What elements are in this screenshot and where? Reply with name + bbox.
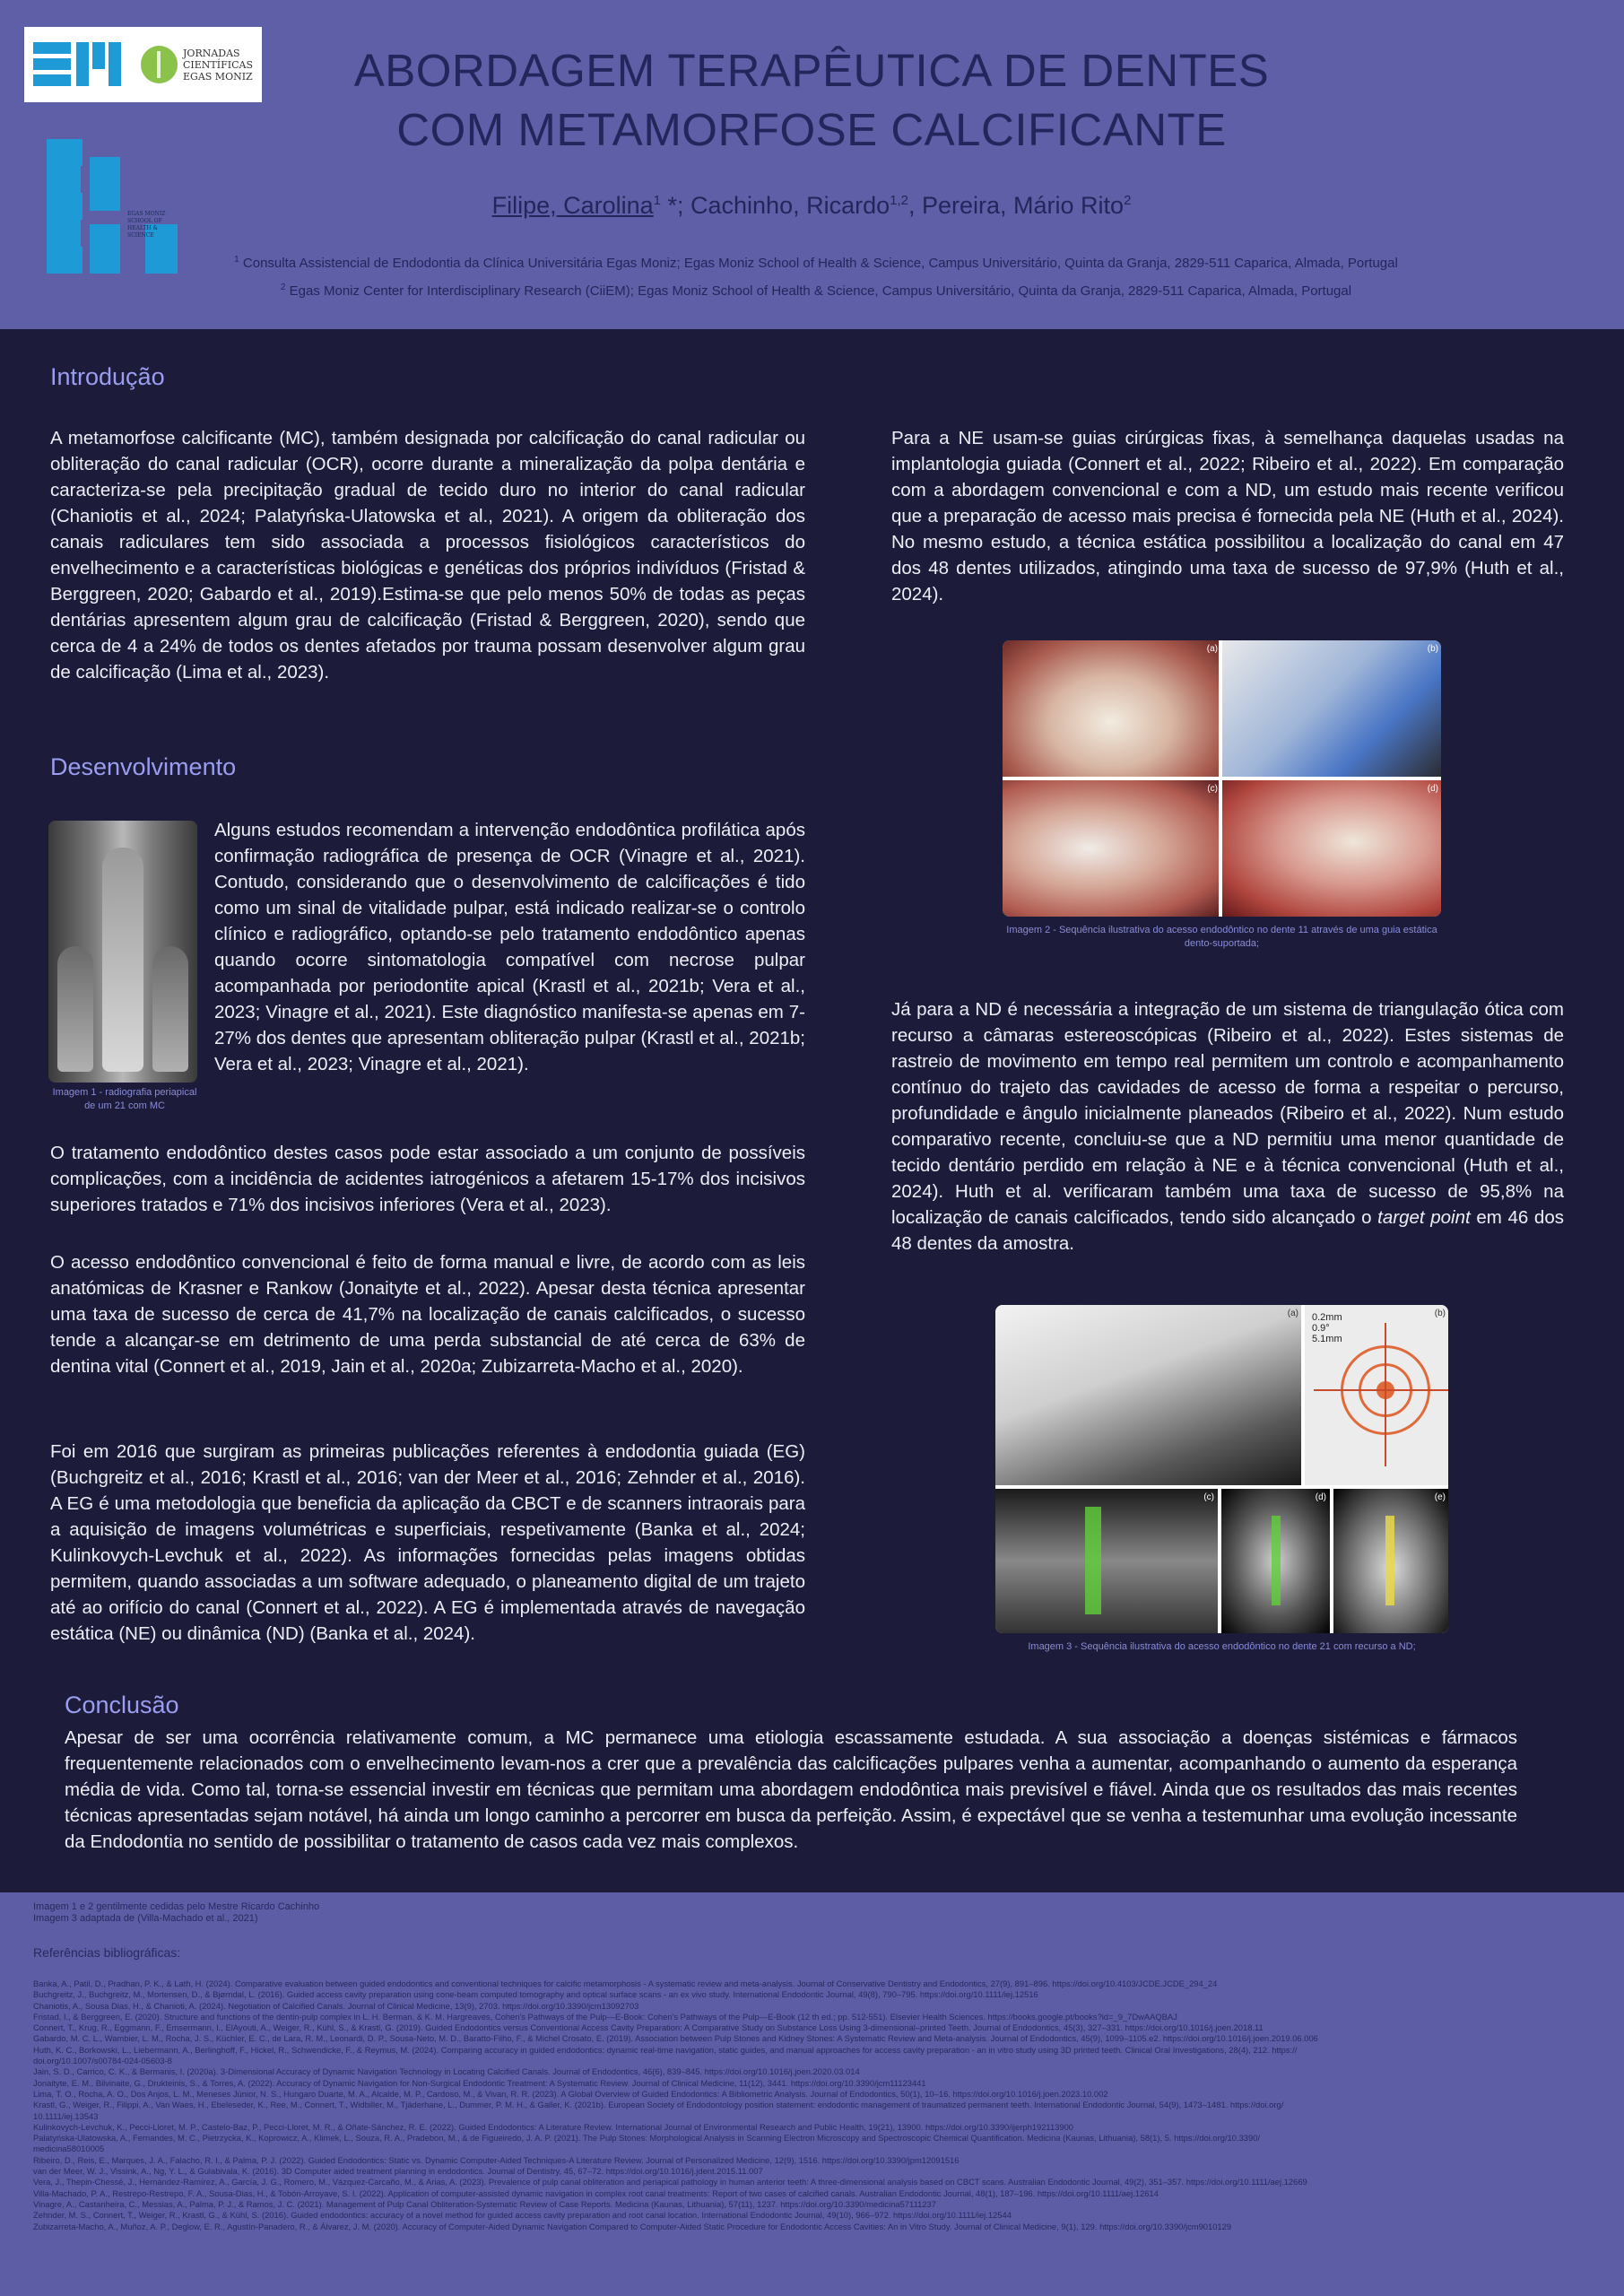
image-2-panel-a (1003, 640, 1219, 777)
affiliation-2: $^2$ Egas Moniz Center for Interdisciplinary Research (CiiEM); Egas Moniz School of Health & Science, Campus Universitário, Quinta da Granja, 2829-511 Caparica, Almada, Portugal (280, 283, 1352, 299)
reference-item: Zubizarreta-Macho, A., Muñoz, A. P., Deglow, E. R., Agustín-Panadero, R., & Álvarez, J. M. (2020). Accuracy of Computer-Aided Dynamic Navigation Compared to Computer-Aided Static Procedure for Endodontic Access Cavities: An in Vitro Study. Journal of Clinical Medicine, 9(1), 129. https://doi.org/10.3390/jcm9010129 (33, 2221, 1232, 2231)
image-3-panel-c (995, 1489, 1218, 1633)
reference-item: Lima, T. O., Rocha, A. O., Dos Anjos, L. M., Meneses Júnior, N. S., Hungaro Duarte, M. A., Alcalde, M. P., Cardoso, M., & Vivan, R. R. (2023). A Global Overview of Guided Endodontics: A Bibliometric Analysis. Journal of Endodontics, 50(1), 10–16. https://doi.org/10.1016/j.joen.2023.10.002 (33, 2088, 1108, 2099)
references-list (33, 1979, 1594, 2232)
dev-title: Desenvolvimento (50, 753, 237, 780)
dev-text-3: O acesso endodôntico convencional é feito de forma manual e livre, de acordo com as leis anatómicas de Krasner e Rankow (Jonaityte et al., 2022). Apesar desta técnica apresentar uma taxa de sucesso de cerca de 41,7% na localização de canais calcificados, o sucesso tende a alcançar-se em detrimento de uma perda substancial de até cerca de 63% de dentina vital (Connert et al., 2019, Jain et al., 2020a; Zubizarreta-Macho et al., 2020). (50, 1252, 805, 1377)
image-2-clinical-sequence: (a) (b) (c) (d) (1003, 640, 1441, 917)
image-3-panel-e (1333, 1489, 1448, 1633)
image-2-panel-c (1003, 780, 1219, 917)
reference-item: Buchgreitz, J., Buchgreitz, M., Mortensen, D., & Bjørndal, L. (2016). Guided access cavity preparation using cone-beam computed tomography and optical surface scans - an ex vivo study. International Endodontic Journal, 49(8), 790–795. https://doi.org/10.1111/iej.12516 (33, 1989, 1038, 2000)
intro-text: A metamorfose calcificante (MC), também designada por calcificação do canal radicular ou obliteração do canal radicular (OCR), ocorre durante a mineralização da polpa dentária e caracteriza-se pela precipitação gradual de tecido duro no interior do canal radicular (Chaniotis et al., 2024; Palatyńska-Ulatowska et al., 2021). A origem da obliteração dos canais radiculares tem sido associada a processos fisiológicos característicos do envelhecimento e a características biológicas e genéticas dos próprios indivíduos (Fristad & Berggreen, 2020; Gabardo et al., 2019).Estima-se que pelo menos 50% de todas as peças dentárias apresentem algum grau de calcificação (Fristad & Berggreen, 2020), sendo que cerca de 4 a 24% de todos os dentes afetados por trauma possam desenvolver algum grau de calcificação (Lima et al., 2023). (50, 428, 805, 683)
jornadas-logo (24, 27, 262, 102)
reference-item: 10.1111/iej.13543 (33, 2110, 99, 2121)
dev-text-2: O tratamento endodôntico destes casos pode estar associado a um conjunto de possíveis complicações, com a incidência de acidentes iatrogénicos a afetarem 15-17% dos incisivos superiores tratados e 71% dos incisivos inferiores (Vera et al., 2023). (50, 1143, 805, 1215)
reference-item: Gabardo, M. C. L., Wambier, L. M., Rocha, J. S., Küchler, E. C., de Lara, R. M., Leonardi, D. P., Sousa-Neto, M. D., Baratto-Filho, F., & Michel Crosato, E. (2019). Association between Pulp Stones and Kidney Stones: A Systematic Review and Meta-analysis. Journal of Endodontics, 45(9), 1099–1105.e2. https://doi.org/10.1016/j.joen.2019.06.006 (33, 2033, 1318, 2044)
reference-item: Zehnder, M. S., Connert, T., Weiger, R., Krastl, G., & Kühl, S. (2016). Guided endodontics: accuracy of a novel method for guided access cavity preparation and root canal location. International Endodontic Journal, 49(10), 966–972. https://doi.org/10.1111/iej.12544 (33, 2210, 1012, 2221)
image-1-caption: Imagem 1 - radiografia periapical de um 21 com MC (52, 1087, 197, 1111)
image-credit-2: Imagem 3 adaptada de (Villa-Machado et al., 2021) (33, 1913, 258, 1924)
image-2-caption: Imagem 2 - Sequência ilustrativa do acesso endodôntico no dente 11 através de uma guia estática dento-suportada; (1006, 925, 1437, 949)
image-3-panel-d (1221, 1489, 1330, 1633)
reference-item: Vera, J., Thepin-Chessé, J., Hernández-Ramírez, A., García, J. G., Romero, M., Vázquez-Carcaño, M., & Arias, A. (2023). Prevalence of pulp canal obliteration and periapical pathology in human anterior teeth: A three-dimensional analysis based on CBCT scans. Australian Endodontic Journal, 49(2), 351–357. https://doi.org/10.1111/aej.12669 (33, 2177, 1307, 2187)
jornadas-logo-text: JORNADAS CIENTÍFICAS EGAS MONIZ (183, 47, 253, 83)
reference-item: Palatyńska-Ulatowska, A., Fernandes, M. C., Pietrzycka, K., Koprowicz, A., Klimek, L., Souza, R. A., Pradebon, M., & de Figueiredo, J. A. P. (2021). The Pulp Stones: Morphological Analysis in Scanning Electron Microscopy and Spectroscopic Chemical Quantification. Medicina (Kaunas, Lithuania), 58(1), 5. https://doi.org/10.3390/ (33, 2133, 1261, 2144)
reference-item: Jain, S. D., Carrico, C. K., & Bermanis, I. (2020a). 3-Dimensional Accuracy of Dynamic Navigation Technology in Locating Calcified Canals. Journal of Endodontics, 46(6), 839–845. https://doi.org/10.1016/j.joen.2020.03.014 (33, 2066, 860, 2077)
dev-text-1: Alguns estudos recomendam a intervenção endodôntica profilática após confirmação radiográfica de presença de OCR (Vinagre et al., 2021). Contudo, considerando que o desenvolvimento de calcificações é tido como um sinal de vitalidade pulpar, está indicado realizar-se o controlo clínico e radiográfico, optando-se pelo tratamento endodôntico apenas quando ocorre sintomatologia compatível com necrose pulpar acompanhada por periodontite apical (Krastl et al., 2021b; Vera et al., 2023; Vinagre et al., 2021). Este diagnóstico manifesta-se apenas em 7-27% dos dentes que apresentam obliteração pulpar (Krastl et al., 2021b; Vera et al., 2023; Vinagre et al., 2021). (214, 820, 805, 1074)
reference-item: Banka, A., Patil, D., Pradhan, P. K., & Lath, H. (2024). Comparative evaluation between guided endodontics and conventional techniques for calcific metamorphosis - A systematic review and meta-analysis. Journal of Conservative Dentistry and Endodontics, 27(9), 891–896. https://doi.org/10.4103/JCDE.JCDE_294_24 (33, 1979, 1218, 1988)
reference-item: Krastl, G., Weiger, R., Filippi, A., Van Waes, H., Ebeleseder, K., Ree, M., Connert, T., Widbiller, M., Tjäderhane, L., Dummer, P. M. H., & Galler, K. (2021b). European Society of Endodontology position statement: endodontic management of traumatized permanent teeth. International Endodontic Journal, 54(9), 1473–1481. https://doi.org/ (33, 2100, 1284, 2110)
concl-text: Apesar de ser uma ocorrência relativamente comum, a MC permanece uma etiologia escassamente estudada. A sua associação a doenças sistémicas e fármacos frequentemente relacionados com o envelhecimento levam-nos a crer que a prevalência das calcificações pulpares venha a aumentar, acompanhando o aumento da esperança média de vida. Como tal, torna-se essencial investir em técnicas que permitam uma abordagem endodôntica mais previsível e fiável. Ainda que os resultados das mais recentes técnicas apresentadas sejam notável, há ainda um longo caminho a percorrer em busca da perfeição. Assim, é expectável que se venha a testemunhar uma evolução incessante da Endodontia no sentido de possibilitar o tratamento de casos cada vez mais complexos. (65, 1727, 1517, 1852)
right-text-2: Já para a ND é necessária a integração de um sistema de triangulação ótica com recurso a câmaras estereoscópicas (Ribeiro et al., 2022). Estes sistemas de rastreio de movimento em tempo real permitem um controlo e acompanhamento contínuo do trajeto das cavidades de acesso de forma a respeitar o percurso, profundidade e ângulo inicialmente planeados (Ribeiro et al., 2022). Num estudo comparativo recente, concluiu-se que a ND permitiu uma menor quantidade de tecido dentário perdido em relação à NE e à técnica convencional (Huth et al., 2024). Huth et al. verificaram também uma taxa de sucesso de 95,8% na localização de canais calcificados, tendo sido alcançado o target point em 46 dos 48 dentes da amostra. (891, 999, 1564, 1254)
dev-text-4: Foi em 2016 que surgiram as primeiras publicações referentes à endodontia guiada (EG) (Buchgreitz et al., 2016; Krastl et al., 2016; van der Meer et al., 2016; Zehnder et al., 2016). A EG é uma metodologia que beneficia da aplicação da CBCT e de scanners intraorais para a aquisição de imagens volumétricas e superficiais, respetivamente (Banka et al., 2024; Kulinkovych-Levchuk et al., 2022). As informações fornecidas pelas imagens obtidas permitem, quando associadas a um software adequado, o planeamento digital de um trajeto até ao orifício do canal (Connert et al., 2022). A EG é implementada através de navegação estática (NE) ou dinâmica (ND) (Banka et al., 2024). (50, 1441, 805, 1644)
poster-header (0, 0, 1624, 329)
references-title: Referências bibliográficas: (33, 1945, 181, 1960)
reference-item: Vinagre, A., Castanheira, C., Messias, A., Palma, P. J., & Ramos, J. C. (2021). Management of Pulp Canal Obliteration-Systematic Review of Case Reports. Medicina (Kaunas, Lithuania), 57(11), 1237. https://doi.org/10.3390/medicina57111237 (33, 2198, 936, 2209)
leaf-icon (141, 46, 178, 83)
poster-title: ABORDAGEM TERAPÊUTICA DE DENTES COM METAMORFOSE CALCIFICANTE (353, 45, 1270, 155)
reference-item: doi.org/10.1007/s00784-024-05603-8 (33, 2056, 172, 2066)
school-logo-text: EGAS MONIZ SCHOOL OF HEALTH & SCIENCE (127, 211, 166, 239)
image-2-panel-b (1222, 640, 1441, 777)
affiliation-1: $^1$ Consulta Assistencial de Endodontia da Clínica Universitária Egas Moniz; Egas Moniz School of Health & Science, Campus Universitário, Quinta da Granja, 2829-511 Caparica, Almada, Portugal (234, 255, 1398, 271)
image-1-radiograph (48, 821, 197, 1083)
reference-item: Ribeiro, D., Reis, E., Marques, J. A., Falacho, R. I., & Palma, P. J. (2022). Guided Endodontics: Static vs. Dynamic Computer-Aided Techniques-A Literature Review. Journal of Personalized Medicine, 12(9), 1516. https://doi.org/10.3390/jpm12091516 (33, 2154, 960, 2165)
image-credit-1: Imagem 1 e 2 gentilmente cedidas pelo Mestre Ricardo Cachinho (33, 1901, 320, 1912)
reference-item: Chaniotis, A., Sousa Dias, H., & Chanioti, A. (2024). Negotiation of Calcified Canals. Journal of Clinical Medicine, 13(9), 2703. https://doi.org/10.3390/jcm13092703 (33, 2000, 639, 2011)
school-logo (47, 139, 181, 275)
reference-item: Villa-Machado, P. A., Restrepo-Restrepo, F. A., Sousa-Dias, H., & Tobón-Arroyave, S. I. (2022). Application of computer-assisted dynamic navigation in complex root canal treatments: Report of two cases of calcified canals. Australian Endodontic Journal, 48(1), 187–196. https://doi.org/10.1111/aej.12614 (33, 2187, 1159, 2198)
authors: Filipe, Carolina$^1$ *; Cachinho, Ricardo$^{1,2}$, Pereira, Mário Rito$^2$ (491, 192, 1132, 219)
intro-title: Introdução (50, 363, 165, 390)
image-2-panel-d (1222, 780, 1441, 917)
image-3-dynamic-navigation: 0.2mm 0.9° 5.1mm (a) (b) (c) (d) (e) (995, 1305, 1448, 1633)
image-3-caption: Imagem 3 - Sequência ilustrativa do acesso endodôntico no dente 21 com recurso a ND; (1028, 1641, 1416, 1652)
image-3-panel-a (995, 1305, 1301, 1485)
reference-item: van der Meer, W. J., Vissink, A., Ng, Y. L., & Gulabivala, K. (2016). 3D Computer aided treatment planning in endodontics. Journal of Dentistry, 45, 67–72. https://doi.org/10.1016/j.jdent.2015.11.007 (33, 2166, 763, 2177)
reference-item: Kulinkovych-Levchuk, K., Pecci-Lloret, M. P., Castelo-Baz, P., Pecci-Lloret, M. R., & Oñate-Sánchez, R. E. (2022). Guided Endodontics: A Literature Review. International Journal of Environmental Research and Public Health, 19(21), 13900. https://doi.org/10.3390/ijerph192113900 (33, 2121, 1074, 2132)
reference-item: medicina58010005 (33, 2144, 105, 2154)
reference-item: Jonaityte, E. M., Bilvinaite, G., Drukteinis, S., & Torres, A. (2022). Accuracy of Dynamic Navigation for Non-Surgical Endodontic Treatment: A Systematic Review. Journal of Clinical Medicine, 11(12), 3441. https://doi.org/10.3390/jcm11123441 (33, 2077, 926, 2088)
reference-item: Fristad, I., & Berggreen, E. (2020). Structure and functions of the dentin-pulp complex in L. H. Berman, & K. M. Hargreaves, Cohen's Pathways of the Pulp—E-Book: Cohen's Pathways of the Pulp—E-Book (12 th ed.; pp. 512-551). Elsevier Health Sciences. https://books.google.pt/books?id=_9_7DwAAQBAJ (33, 2011, 1177, 2022)
concl-title: Conclusão (65, 1692, 179, 1718)
em-logo-icon (33, 39, 135, 91)
reference-item: Connert, T., Krug, R., Eggmann, F., Emsermann, I., ElAyouti, A., Weiger, R., Kühl, S., & Krastl, G. (2019). Guided Endodontics versus Conventional Access Cavity Preparation: A Comparative Study on Substance Loss Using 3-dimensional–printed Teeth. Journal of Endodontics, 45(3), 327–331. https://doi.org/10.1016/j.joen.2018.11 (33, 2022, 1264, 2033)
image-3-panel-b: 0.2mm 0.9° 5.1mm (1305, 1305, 1448, 1485)
right-text-1: Para a NE usam-se guias cirúrgicas fixas, à semelhança daquelas usadas na implantologia guiada (Connert et al., 2022; Ribeiro et al., 2022). Em comparação com a abordagem convencional e com a ND, um estudo mais recente verificou que a preparação de acesso mais precisa é fornecida pela NE (Huth et al., 2024). No mesmo estudo, a técnica estática possibilitou a localização do canal em 47 dos 48 dentes utilizados, atingindo uma taxa de sucesso de 97,9% (Huth et al., 2024). (891, 428, 1564, 604)
reference-item: Huth, K. C., Borkowski, L., Liebermann, A., Berlinghoff, F., Hickel, R., Schwendicke, F., & Reymus, M. (2024). Comparing accuracy in guided endodontics: dynamic real-time navigation, static guides, and manual approaches for access cavity preparation - an in vitro study using 3D printed teeth. Clinical Oral Investigations, 28(4), 212. https:// (33, 2044, 1298, 2055)
